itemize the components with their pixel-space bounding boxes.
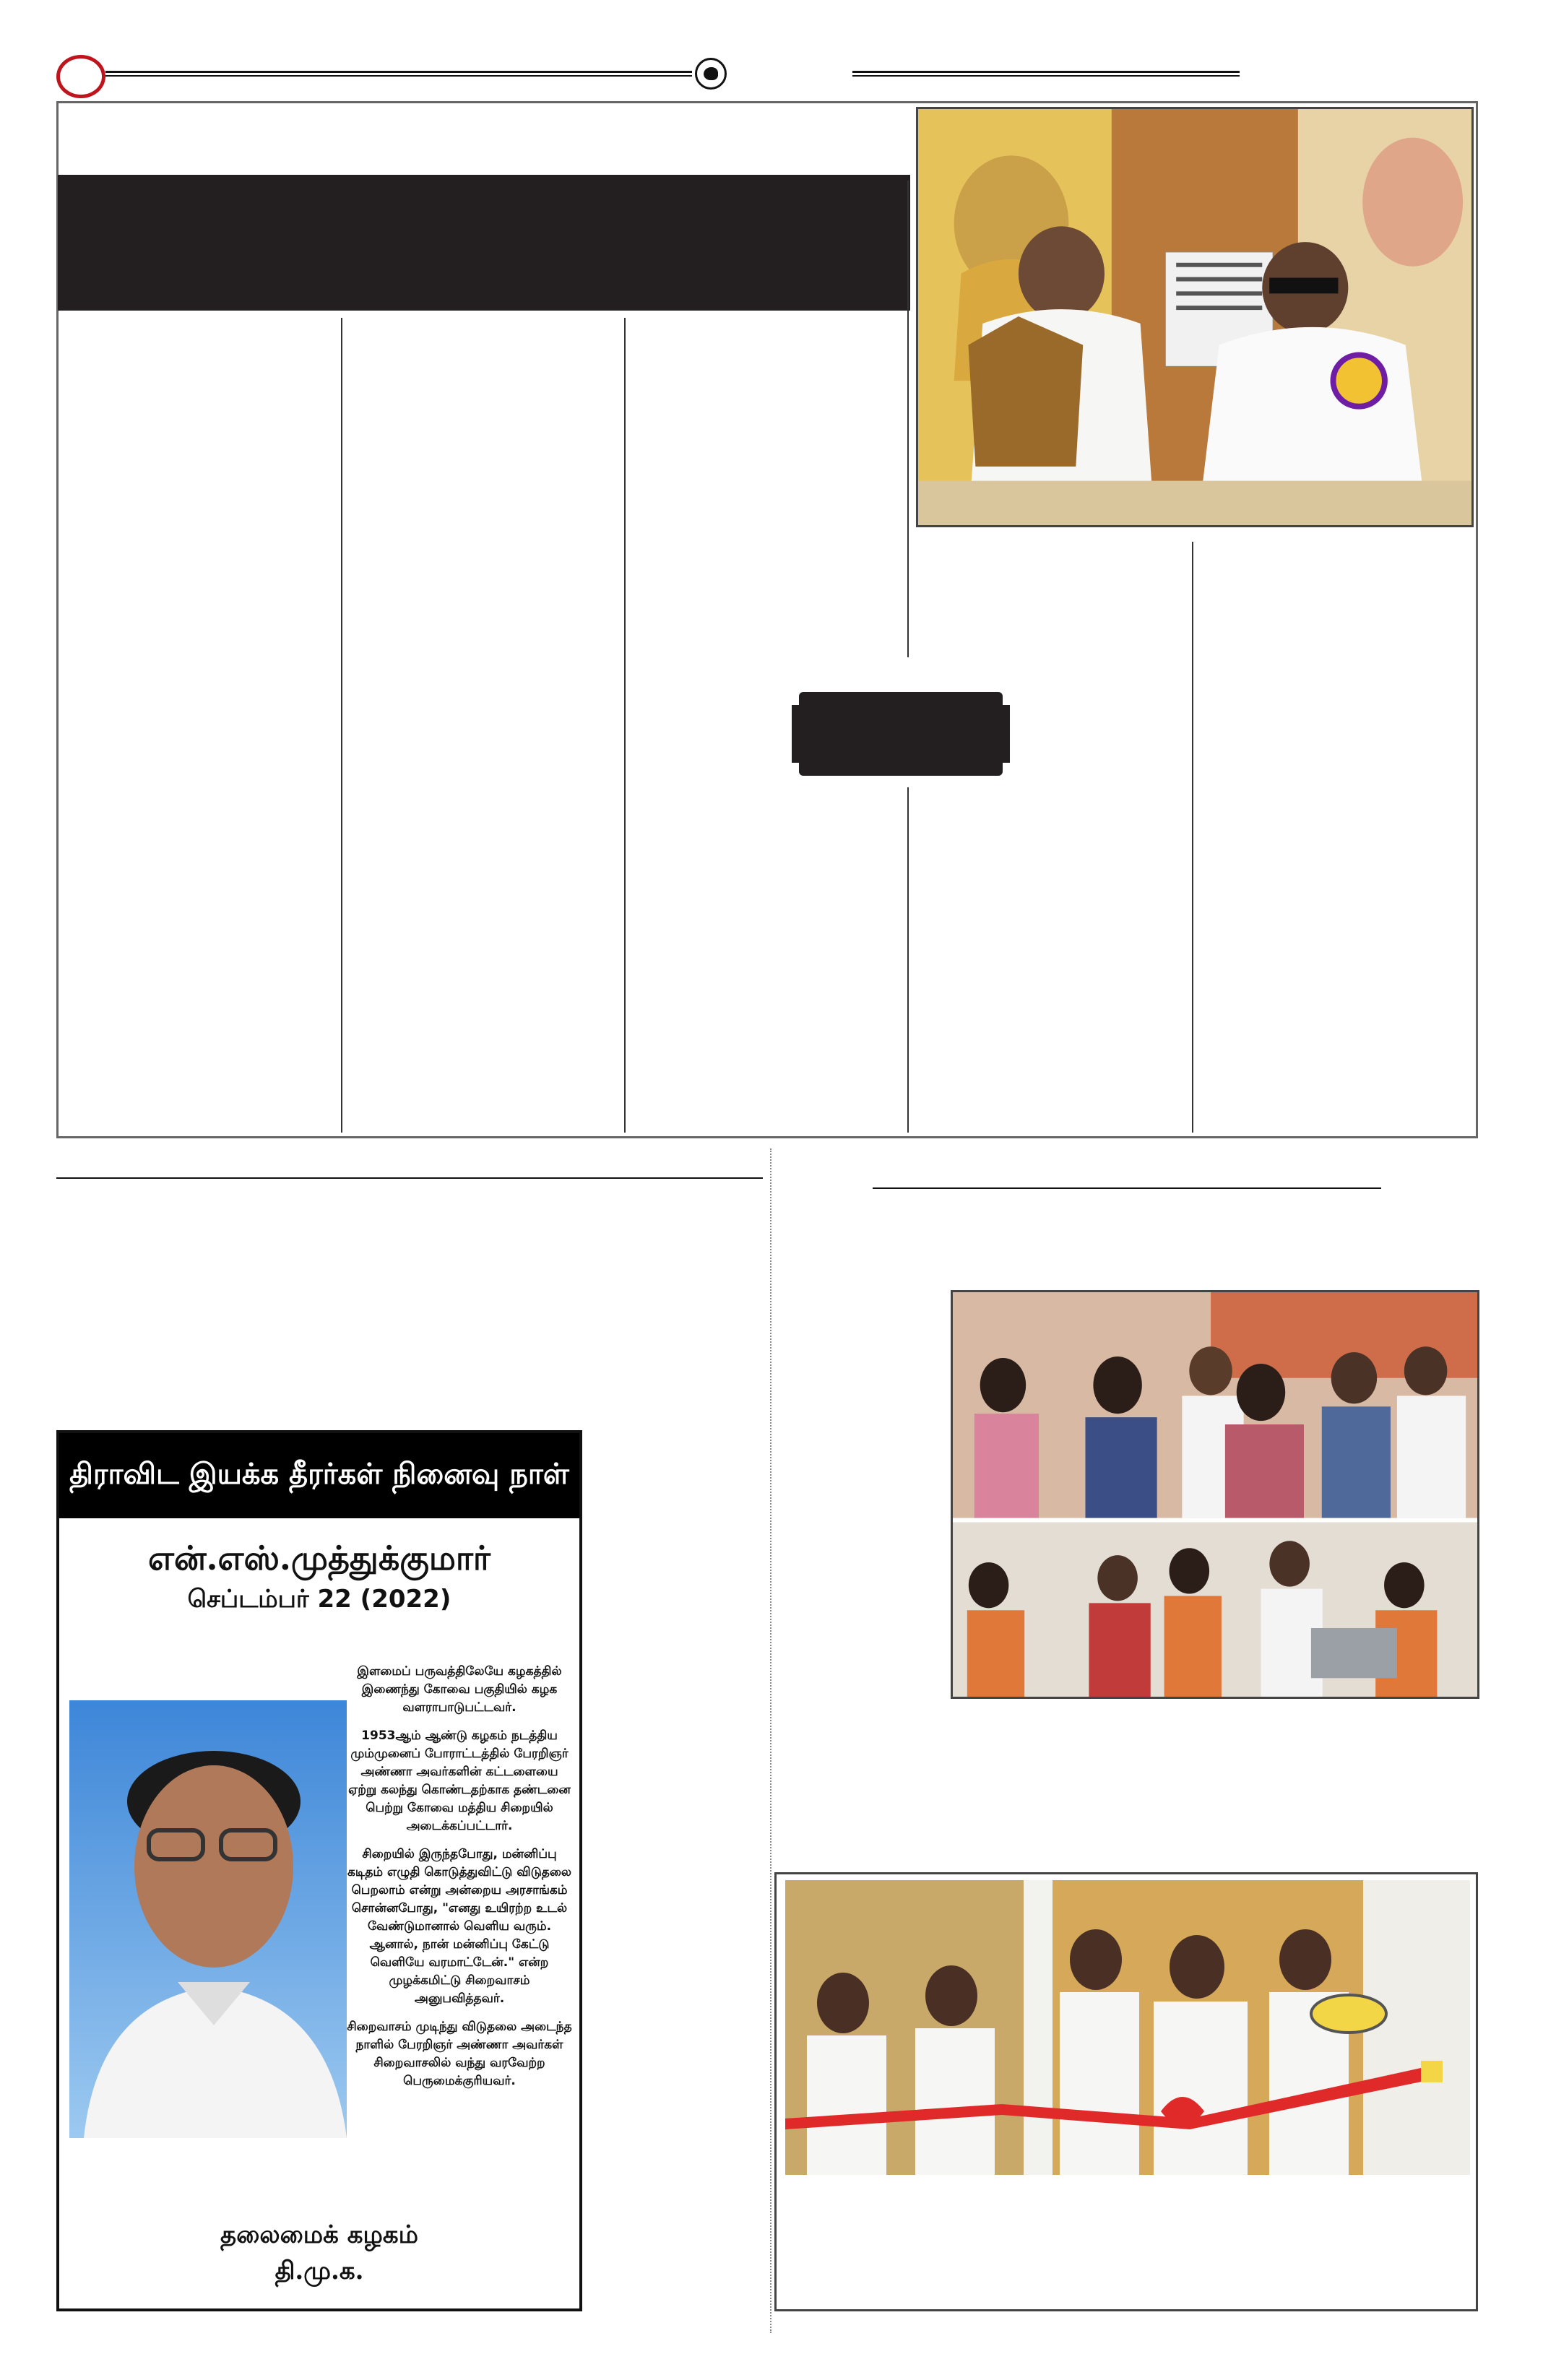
page-number-circle-icon <box>56 55 105 98</box>
obituary-paragraph: சிறையில் இருந்தபோது, மன்னிப்பு கடிதம் எழுதி கொடுத்துவிட்டு விடுதலை பெறலாம் என்று அன்றைய அரசாங்கம் சொன்னபோது, "எனது உயிரற்ற உடல் வேண்டுமானால் வெளிய வரும். ஆனால், நான் மன்னிப்பு கேட்டு வெளியே வரமாட்டேன்." என்ற முழக்கமிட்டு சிறைவாசம் அனுபவித்தவர். <box>347 1847 572 2006</box>
leaders-photo <box>916 107 1474 527</box>
rising-sun-emblem-icon <box>695 58 727 90</box>
section-divider <box>770 1148 772 2333</box>
obituary-paragraph: 1953ஆம் ஆண்டு கழகம் நடத்திய மும்முனைப் போராட்டத்தில் பேரறிஞர் அண்ணா அவர்களின் கட்டளையை ஏற்று கலந்து கொண்டதற்காக தண்டனை பெற்று கோவை மத்திய சிறையில் அடைக்கப்பட்டார். <box>348 1728 571 1833</box>
header-rule-right <box>852 71 1240 77</box>
column-rule <box>1192 542 1193 1133</box>
obituary-notice <box>56 1430 582 2311</box>
column-rule <box>341 318 342 1133</box>
food-distribution-photo <box>951 1290 1479 1699</box>
ribbon-cutting-photo <box>785 1880 1470 2175</box>
pull-quote-badge <box>799 692 1003 776</box>
obituary-paragraph: இளமைப் பருவத்திலேயே கழகத்தில் இணைந்து கோவை பகுதியில் கழக வளராபாடுபட்டவர். <box>357 1664 562 1715</box>
obituary-header: திராவிட இயக்க தீரர்கள் நினைவு நாள் <box>59 1433 579 1518</box>
obituary-paragraph: சிறைவாசம் முடிந்து விடுதலை அடைந்த நாளில் பேரறிஞர் அண்ணா அவர்கள் சிறைவாசலில் வந்து வரவேற்ற பெருமைக்குரியவர். <box>347 2020 572 2088</box>
ribbon-cutting-frame <box>774 1872 1478 2311</box>
header-rule-left <box>105 71 692 77</box>
obituary-date: செப்டம்பர் 22 (2022) <box>187 1585 451 1614</box>
obituary-name: என்.எஸ்.முத்துக்குமார் <box>148 1539 490 1578</box>
obituary-body <box>345 1663 574 2100</box>
obituary-footer-party: தி.மு.க. <box>275 2256 364 2285</box>
section-rule <box>56 1177 763 1179</box>
column-rule <box>907 181 909 657</box>
headline-banner <box>58 175 910 311</box>
portrait-photo <box>69 1700 347 2138</box>
section-rule <box>873 1187 1381 1189</box>
column-rule <box>624 318 626 1133</box>
obituary-footer-office: தலைமைக் கழகம் <box>220 2220 418 2249</box>
column-rule <box>907 787 909 1133</box>
